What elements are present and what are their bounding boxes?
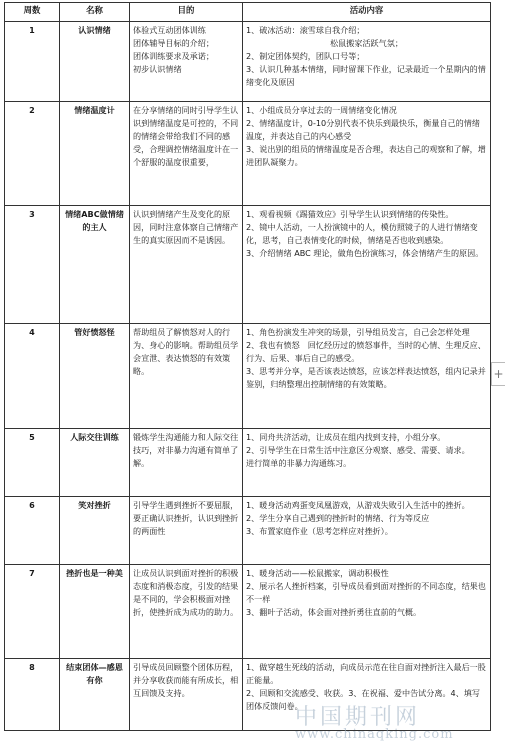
activity-line: 2、情绪温度计，0-10分别代表不快乐到最快乐，衡量自己的情绪温度，并表达自己的内心感受 — [246, 118, 480, 142]
watermark-text: 中国期刊网 — [295, 705, 421, 730]
table-row — [5, 497, 491, 565]
name-cell: 认识情绪 — [60, 22, 130, 102]
activities-cell — [243, 659, 491, 731]
activity-line: 1、暖身活动——松鼠搬家，调动积极性 — [246, 568, 389, 578]
goal-cell: 引导成员回顾整个团体历程，并分享收获而能有所成长，相互回馈及支持。 — [130, 659, 243, 731]
week-cell: 8 — [5, 659, 60, 731]
table-row — [5, 429, 491, 497]
header-name: 名称 — [60, 3, 130, 22]
activity-line: 2、展示名人挫折档案，引导成员看到面对挫折的不同态度，结果也不一样 — [246, 581, 486, 605]
activity-line: 3、思考并分享，是否该表达愤怒，应该怎样表达愤怒，组内记录并鉴别，归纳整理出控制情绪的有效策略。 — [246, 366, 486, 390]
week-cell: 5 — [5, 429, 60, 497]
goal-cell: 锻炼学生沟通能力和人际交往技巧，对非暴力沟通有简单了解。 — [130, 429, 243, 497]
activity-line: 2、镜中人活动，一人扮演镜中的人，模仿照镜子的人进行情绪变化，思考，自己表情变化的时候，情绪是否也收到感染。 — [246, 222, 478, 246]
activities-cell — [243, 206, 491, 324]
activity-plan-table — [4, 2, 491, 731]
header-week: 周数 — [5, 3, 60, 22]
week-cell: 1 — [5, 22, 60, 102]
activity-line: 进行简单的非暴力沟通练习。 — [246, 458, 352, 469]
goal-cell: 让成员认识到面对挫折的积极态度和消极态度，引发的结果是不同的，学会积极面对挫折，使挫折成为成功的助力。 — [130, 565, 243, 659]
table-header-row — [5, 3, 491, 22]
activity-line: 1、暖身活动鸡蛋变凤凰游戏，从游戏失败引入生活中的挫折。 — [246, 500, 470, 510]
activities-cell — [243, 324, 491, 429]
name-cell: 结束团体—感恩有你 — [60, 659, 130, 731]
activity-line: 3、翻叶子活动，体会面对挫折勇往直前的气概。 — [246, 607, 422, 618]
week-cell: 2 — [5, 102, 60, 206]
week-cell: 6 — [5, 497, 60, 565]
activity-line: 1、做穿越生死线的活动，向成员示范在往自面对挫折注入最后一股正能量。 — [246, 662, 486, 686]
activities-cell — [243, 429, 491, 497]
name-cell: 管好愤怒怪 — [60, 324, 130, 429]
header-goal: 目的 — [130, 3, 243, 22]
table-row — [5, 102, 491, 206]
activity-line: 1、同舟共济活动，让成员在组内找到支持，小组分享。 — [246, 432, 446, 442]
activity-line: 1、角色扮演发生冲突的场景，引导组员发言，自己会怎样处理 — [246, 327, 470, 337]
table-row — [5, 206, 491, 324]
activity-line: 松鼠搬家活跃气氛； — [330, 38, 403, 49]
activity-line: 1、破冰活动：滚雪球自我介绍； — [246, 25, 365, 35]
watermark-url: www.chinaqking.com — [295, 727, 454, 742]
expand-plus-button[interactable]: + — [491, 362, 505, 386]
goal-cell: 认识到情绪产生及变化的原因，同时注意体察自己情绪产生的真实原因而不是诱因。 — [130, 206, 243, 324]
goal-cell: 体验式互动团体训练 团体辅导目标的介绍； 团体训练要求及承诺； 初步认识情绪 — [130, 22, 243, 102]
activity-line: 3、认识几种基本情绪，同时留课下作业，记录最近一个星期内的情绪变化及原因 — [246, 64, 486, 88]
table-row — [5, 565, 491, 659]
name-cell: 情绪温度计 — [60, 102, 130, 206]
activity-line: 1、小组成员分享过去的一周情绪变化情况 — [246, 105, 397, 115]
goal-cell: 帮助组员了解愤怒对人的行为、身心的影响。帮助组员学会宣泄、表达愤怒的有效策略。 — [130, 324, 243, 429]
activity-line: 3、介绍情绪 ABC 理论，做角色扮演练习，体会情绪产生的原因。 — [246, 248, 484, 259]
activity-line: 1、观看视频《踢猫效应》引导学生认识到情绪的传染性。 — [246, 209, 454, 219]
activity-line: 2、回顾和交流感受、收获。3、在祝福、爱中告试分离。4、填写团体反馈问卷。 — [246, 688, 480, 712]
name-cell: 挫折也是一种美 — [60, 565, 130, 659]
goal-cell: 在分享情绪的同时引导学生认识到情绪温度是可控的，不同的情绪会带给我们不同的感受，合理调控情绪温度计在一个舒服的温度很重要， — [130, 102, 243, 206]
activity-line: 2、引导学生在日常生活中注意区分观察、感受、需要、请求。 — [246, 445, 470, 456]
table-row — [5, 324, 491, 429]
activity-line: 3、布置家庭作业（思考怎样应对挫折）。 — [246, 526, 393, 537]
name-cell: 情绪ABC做情绪的主人 — [60, 206, 130, 324]
activities-cell — [243, 565, 491, 659]
name-cell: 笑对挫折 — [60, 497, 130, 565]
activity-line: 2、制定团体契约，团队口号等； — [246, 51, 365, 62]
activity-line: 2、学生分享自己遇到的挫折时的情绪、行为等反应 — [246, 513, 430, 524]
goal-cell: 引导学生遇到挫折不要屈服，要正确认识挫折，认识到挫折的两面性 — [130, 497, 243, 565]
activities-cell — [243, 497, 491, 565]
header-activities: 活动内容 — [243, 3, 491, 22]
table-row — [5, 659, 491, 731]
table-row — [5, 22, 491, 102]
activity-line: 3、说出别的组员的情绪温度是否合理，表达自己的观察和了解，增进团队凝聚力。 — [246, 144, 486, 168]
activity-line: 2、我也有愤怒 回忆经历过的愤怒事件，当时的心情、生理反应、行为、后果、事后自己的感受。 — [246, 340, 486, 364]
week-cell: 7 — [5, 565, 60, 659]
activities-cell — [243, 102, 491, 206]
activities-cell — [243, 22, 491, 102]
week-cell: 4 — [5, 324, 60, 429]
name-cell: 人际交往训练 — [60, 429, 130, 497]
week-cell: 3 — [5, 206, 60, 324]
